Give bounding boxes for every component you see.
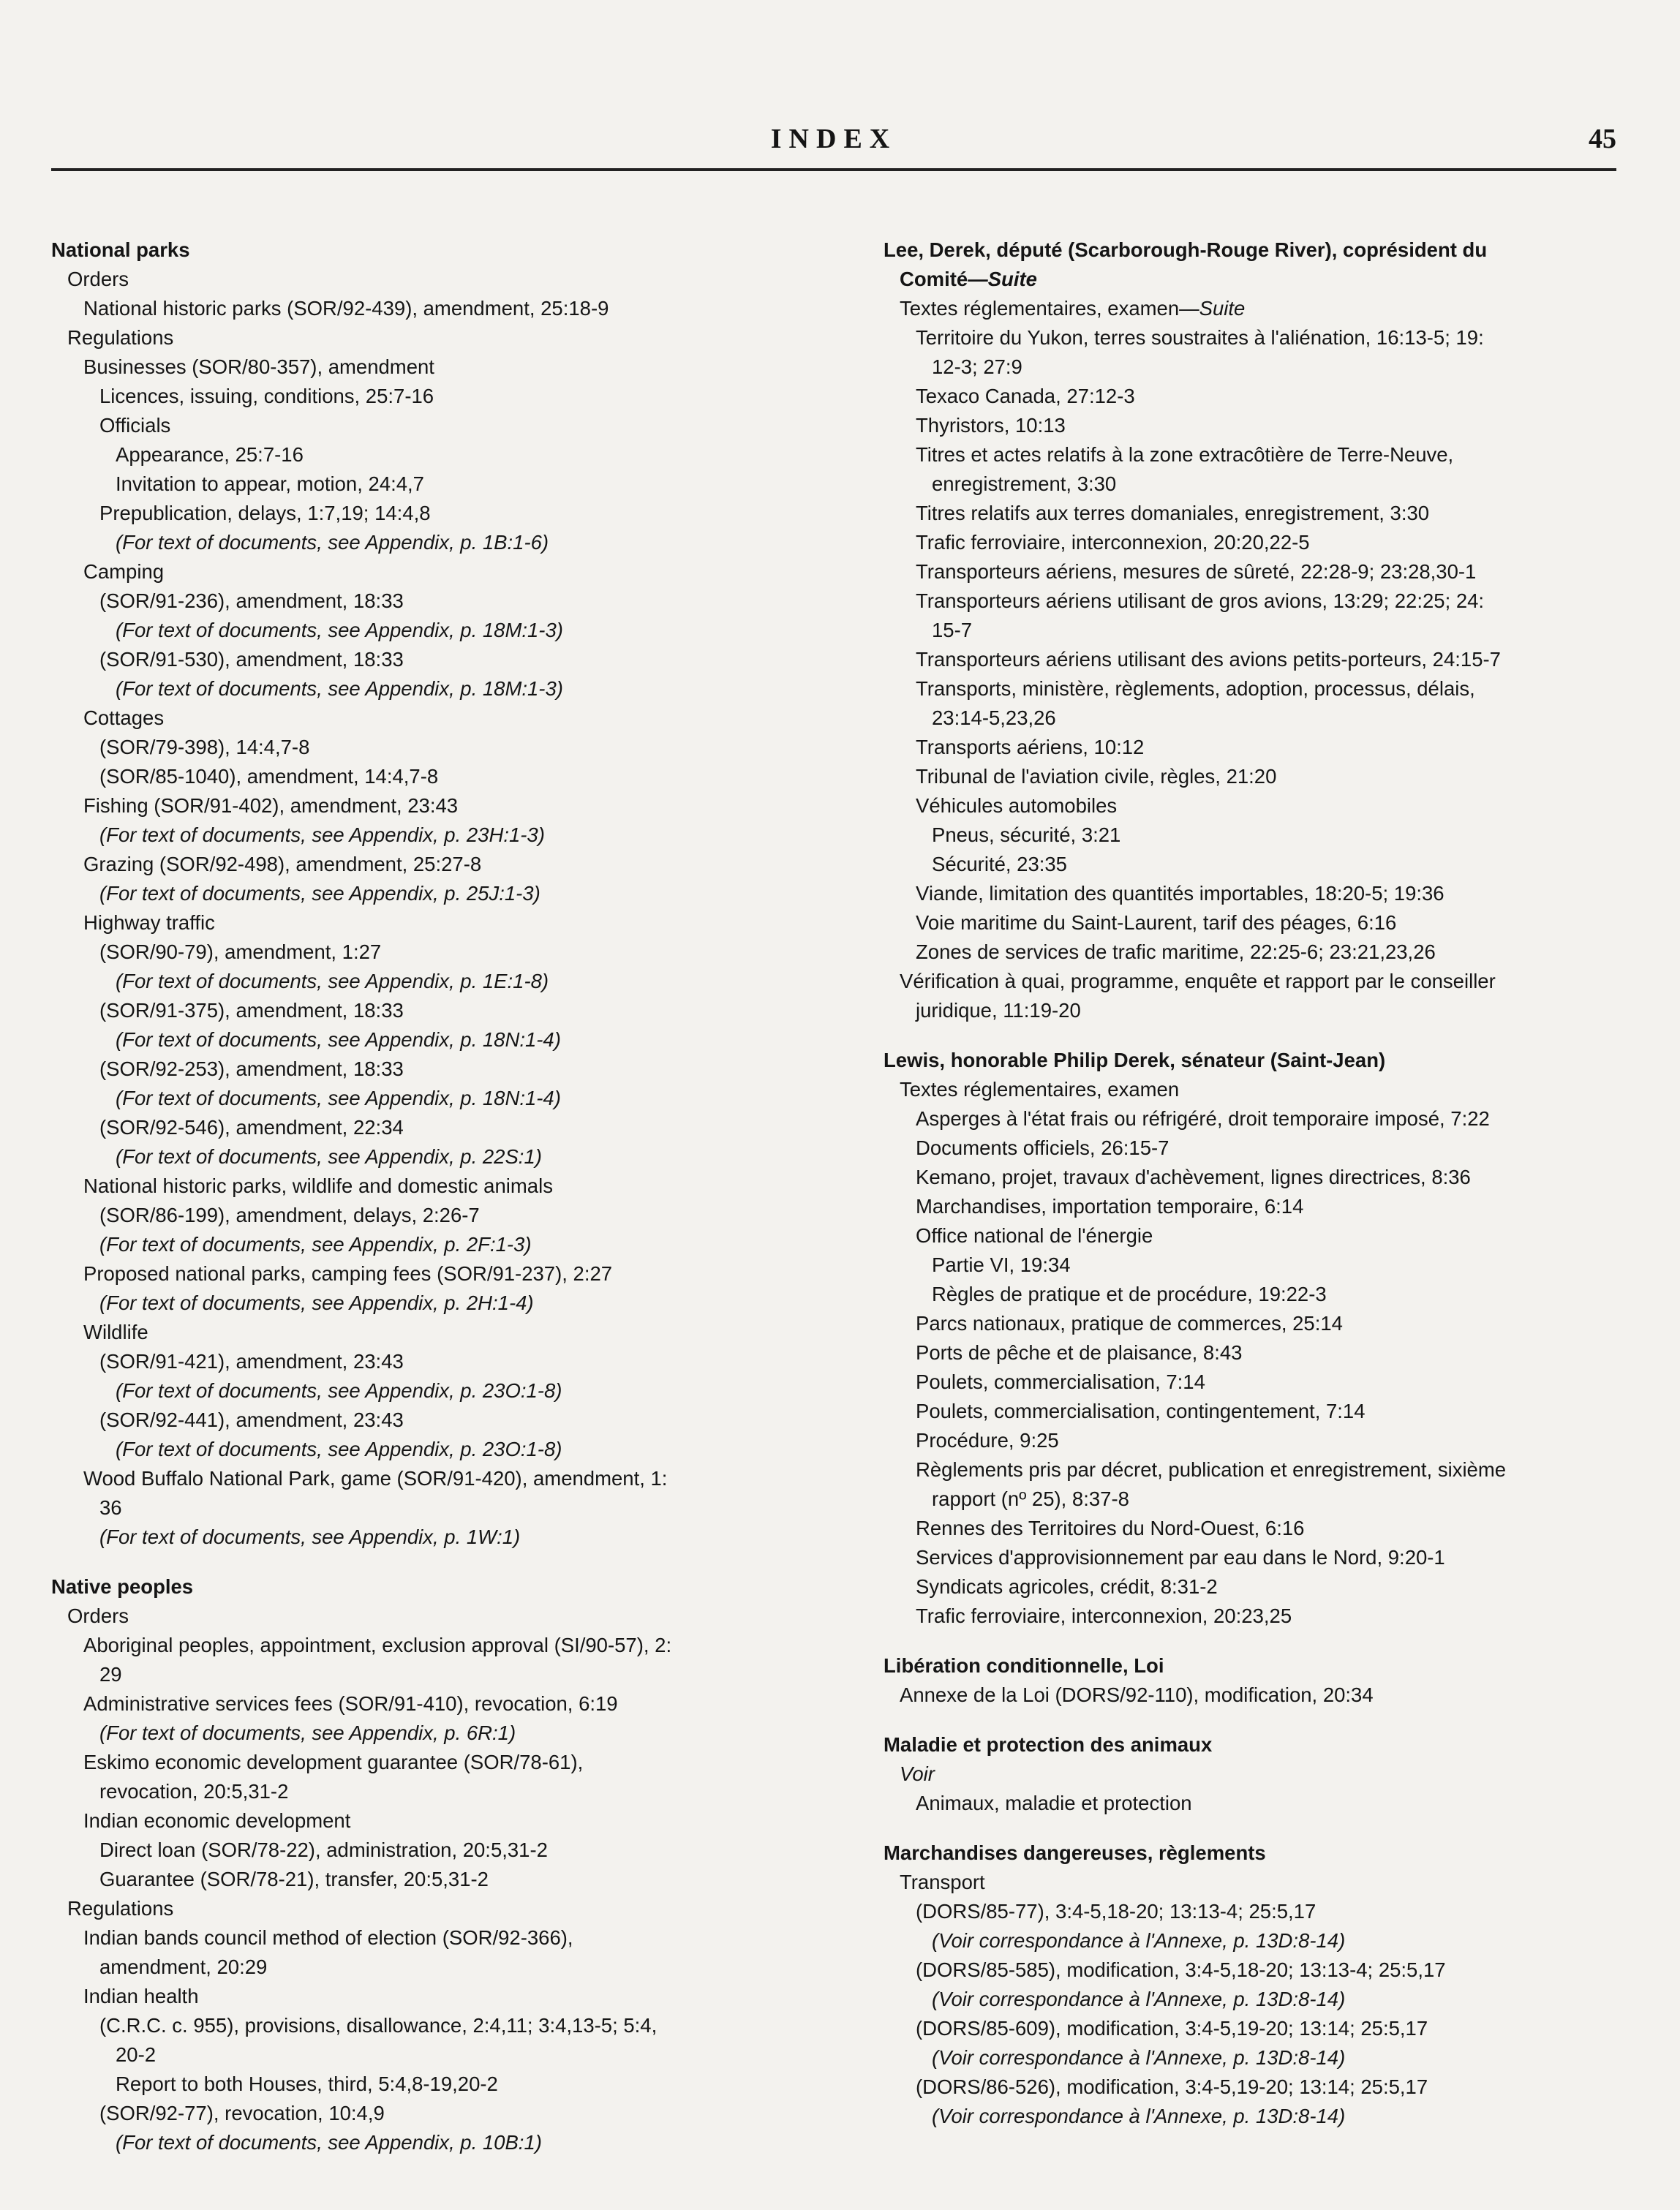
entry-text: revocation, 20:5,31-2 xyxy=(99,1780,289,1803)
entry-text: (For text of documents, see Appendix, p. 18N:1-4) xyxy=(116,1028,561,1051)
entry-text: Ports de pêche et de plaisance, 8:43 xyxy=(916,1341,1243,1364)
index-entry xyxy=(51,352,812,382)
index-heading xyxy=(884,265,1644,294)
entry-text: (Voir correspondance à l'Annexe, p. 13D:8-14) xyxy=(932,2105,1346,2127)
index-entry xyxy=(51,1464,812,1493)
index-entry xyxy=(51,1660,812,1689)
entry-text: Véhicules automobiles xyxy=(916,794,1118,817)
entry-text: Partie VI, 19:34 xyxy=(932,1253,1071,1276)
entry-suffix: Suite xyxy=(987,268,1037,290)
index-entry xyxy=(884,996,1644,1025)
entry-text: Prepublication, delays, 1:7,19; 14:4,8 xyxy=(99,502,431,524)
index-entry xyxy=(51,1113,812,1142)
index-entry xyxy=(51,1259,812,1289)
index-entry xyxy=(51,1777,812,1806)
page-header xyxy=(51,110,1616,171)
entry-text: Titres et actes relatifs à la zone extracôtière de Terre-Neuve, xyxy=(916,443,1454,466)
index-entry xyxy=(884,1572,1644,1602)
entry-text: Camping xyxy=(83,560,165,583)
entry-text: Indian health xyxy=(83,1985,199,2007)
entry-text: Invitation to appear, motion, 24:4,7 xyxy=(116,472,424,495)
index-entry xyxy=(884,879,1644,908)
entry-text: Comité— xyxy=(900,268,988,290)
entry-text: National historic parks, wildlife and domestic animals xyxy=(83,1174,553,1197)
entry-text: Administrative services fees (SOR/91-410), revocation, 6:19 xyxy=(83,1692,618,1715)
index-heading xyxy=(884,1651,1644,1681)
entry-text: (SOR/91-421), amendment, 23:43 xyxy=(99,1350,404,1373)
entry-text: (SOR/90-79), amendment, 1:27 xyxy=(99,940,382,963)
entry-suffix: Suite xyxy=(1199,297,1246,320)
index-entry xyxy=(51,2128,812,2157)
entry-text: Syndicats agricoles, crédit, 8:31-2 xyxy=(916,1575,1218,1598)
index-entry xyxy=(884,557,1644,587)
index-entry xyxy=(884,704,1644,733)
entry-text: Indian economic development xyxy=(83,1809,351,1832)
index-entry xyxy=(51,1025,812,1055)
entry-text: (For text of documents, see Appendix, p. 23O:1-8) xyxy=(116,1438,562,1460)
index-entry xyxy=(884,1926,1644,1956)
entry-text: Proposed national parks, camping fees (SOR/91-237), 2:27 xyxy=(83,1262,613,1285)
index-entry xyxy=(884,762,1644,791)
entry-text: Lee, Derek, député (Scarborough-Rouge River), coprésident du xyxy=(884,238,1488,261)
entry-text: Procédure, 9:25 xyxy=(916,1429,1059,1452)
entry-text: 36 xyxy=(99,1496,122,1519)
index-entry xyxy=(884,967,1644,996)
entry-text: Territoire du Yukon, terres soustraites à l'aliénation, 16:13-5; 19: xyxy=(916,326,1484,349)
entry-text: (SOR/92-546), amendment, 22:34 xyxy=(99,1116,404,1139)
entry-text: (For text of documents, see Appendix, p. 25J:1-3) xyxy=(99,882,540,905)
index-entry xyxy=(51,1689,812,1719)
index-entry xyxy=(51,1406,812,1435)
index-entry xyxy=(51,616,812,645)
index-heading xyxy=(884,1838,1644,1868)
index-entry xyxy=(51,996,812,1025)
index-entry xyxy=(51,323,812,352)
index-entry xyxy=(51,1142,812,1172)
index-entry xyxy=(51,850,812,879)
entry-text: Poulets, commercialisation, 7:14 xyxy=(916,1370,1205,1393)
index-entry xyxy=(51,1982,812,2011)
index-entry xyxy=(884,1681,1644,1710)
entry-text: Fishing (SOR/91-402), amendment, 23:43 xyxy=(83,794,459,817)
index-entry xyxy=(884,1514,1644,1543)
index-entry xyxy=(884,1309,1644,1338)
index-entry xyxy=(51,440,812,469)
index-entry xyxy=(884,1104,1644,1134)
index-entry xyxy=(884,528,1644,557)
entry-spacer xyxy=(884,1818,1644,1838)
entry-text: 29 xyxy=(99,1663,122,1686)
entry-text: (SOR/91-375), amendment, 18:33 xyxy=(99,999,404,1022)
entry-text: Animaux, maladie et protection xyxy=(916,1792,1192,1814)
index-entry xyxy=(51,733,812,762)
entry-text: (For text of documents, see Appendix, p. 1W:1) xyxy=(99,1525,521,1548)
entry-text: Aboriginal peoples, appointment, exclusion approval (SI/90-57), 2: xyxy=(83,1634,672,1656)
entry-text: (SOR/91-236), amendment, 18:33 xyxy=(99,589,404,612)
index-entry xyxy=(51,938,812,967)
index-column-right xyxy=(884,235,1644,2131)
entry-text: Native peoples xyxy=(51,1575,194,1598)
entry-text: Thyristors, 10:13 xyxy=(916,414,1066,437)
index-entry xyxy=(51,265,812,294)
index-heading xyxy=(884,235,1644,265)
entry-text: Sécurité, 23:35 xyxy=(932,853,1067,875)
index-entry xyxy=(51,1084,812,1113)
entry-text: 23:14-5,23,26 xyxy=(932,706,1056,729)
entry-text: (Voir correspondance à l'Annexe, p. 13D:8-14) xyxy=(932,2046,1346,2069)
index-entry xyxy=(884,587,1644,616)
index-entry xyxy=(51,557,812,587)
index-entry xyxy=(884,440,1644,469)
entry-text: (For text of documents, see Appendix, p. 18N:1-4) xyxy=(116,1087,561,1109)
entry-text: (For text of documents, see Appendix, p. 18M:1-3) xyxy=(116,677,563,700)
index-entry xyxy=(884,1163,1644,1192)
entry-text: (Voir correspondance à l'Annexe, p. 13D:8-14) xyxy=(932,1988,1346,2010)
entry-text: Appearance, 25:7-16 xyxy=(116,443,304,466)
entry-text: (C.R.C. c. 955), provisions, disallowance, 2:4,11; 3:4,13-5; 5:4, xyxy=(99,2014,658,2037)
index-entry xyxy=(884,1368,1644,1397)
entry-text: Annexe de la Loi (DORS/92-110), modification, 20:34 xyxy=(900,1683,1374,1706)
entry-text: Règles de pratique et de procédure, 19:22-3 xyxy=(932,1283,1327,1305)
entry-text: Wood Buffalo National Park, game (SOR/91-420), amendment, 1: xyxy=(83,1467,668,1490)
entry-text: (DORS/86-526), modification, 3:4-5,19-20; 13:14; 25:5,17 xyxy=(916,2075,1428,2098)
entry-spacer xyxy=(884,1631,1644,1651)
index-entry xyxy=(51,1055,812,1084)
entry-text: Zones de services de trafic maritime, 22:25-6; 23:21,23,26 xyxy=(916,940,1436,963)
index-entry xyxy=(51,1923,812,1953)
entry-text: Parcs nationaux, pratique de commerces, 25:14 xyxy=(916,1312,1343,1335)
entry-text: Regulations xyxy=(67,1897,174,1920)
entry-text: (SOR/92-253), amendment, 18:33 xyxy=(99,1057,404,1080)
index-entry xyxy=(884,791,1644,821)
index-entry xyxy=(884,908,1644,938)
index-entry xyxy=(51,2011,812,2040)
entry-text: Regulations xyxy=(67,326,174,349)
entry-text: Transport xyxy=(900,1871,985,1893)
entry-text: Guarantee (SOR/78-21), transfer, 20:5,31-2 xyxy=(99,1868,489,1890)
index-entry xyxy=(51,1953,812,1982)
index-entry xyxy=(884,1789,1644,1818)
index-entry xyxy=(51,1894,812,1923)
entry-text: National historic parks (SOR/92-439), amendment, 25:18-9 xyxy=(83,297,609,320)
entry-text: (SOR/86-199), amendment, delays, 2:26-7 xyxy=(99,1204,480,1226)
index-entry xyxy=(884,2014,1644,2043)
entry-text: (DORS/85-585), modification, 3:4-5,18-20; 13:13-4; 25:5,17 xyxy=(916,1958,1446,1981)
index-entry xyxy=(884,294,1644,323)
entry-text: Orders xyxy=(67,268,129,290)
index-entry xyxy=(51,967,812,996)
index-entry xyxy=(884,1192,1644,1221)
index-entry xyxy=(884,850,1644,879)
index-entry xyxy=(51,1865,812,1894)
index-entry xyxy=(884,1426,1644,1455)
entry-text: Grazing (SOR/92-498), amendment, 25:27-8 xyxy=(83,853,482,875)
index-entry xyxy=(884,1602,1644,1631)
entry-text: Textes réglementaires, examen— xyxy=(900,297,1199,320)
entry-text: (DORS/85-77), 3:4-5,18-20; 13:13-4; 25:5,17 xyxy=(916,1900,1316,1923)
index-entry xyxy=(884,733,1644,762)
entry-text: Officials xyxy=(99,414,171,437)
index-entry xyxy=(884,645,1644,674)
entry-text: Wildlife xyxy=(83,1321,148,1343)
index-entry xyxy=(51,1435,812,1464)
index-entry xyxy=(51,1289,812,1318)
entry-text: Trafic ferroviaire, interconnexion, 20:20,22-5 xyxy=(916,531,1310,554)
entry-text: Libération conditionnelle, Loi xyxy=(884,1654,1164,1677)
index-entry xyxy=(884,1868,1644,1897)
entry-text: Lewis, honorable Philip Derek, sénateur (Saint-Jean) xyxy=(884,1049,1386,1071)
index-entry xyxy=(884,323,1644,352)
entry-text: Direct loan (SOR/78-22), administration, 20:5,31-2 xyxy=(99,1838,548,1861)
entry-text: Documents officiels, 26:15-7 xyxy=(916,1136,1169,1159)
index-entry xyxy=(51,2040,812,2070)
index-entry xyxy=(51,645,812,674)
index-entry xyxy=(51,2099,812,2128)
entry-text: Texaco Canada, 27:12-3 xyxy=(916,385,1135,407)
entry-text: 20-2 xyxy=(116,2043,157,2066)
index-entry xyxy=(51,1376,812,1406)
index-entry xyxy=(884,352,1644,382)
index-entry xyxy=(884,411,1644,440)
index-entry xyxy=(884,1397,1644,1426)
index-entry xyxy=(51,1318,812,1347)
entry-text: Transporteurs aériens utilisant de gros avions, 13:29; 22:25; 24: xyxy=(916,589,1485,612)
entry-text: Marchandises dangereuses, règlements xyxy=(884,1841,1266,1864)
index-entry xyxy=(51,1602,812,1631)
entry-text: Marchandises, importation temporaire, 6:14 xyxy=(916,1195,1304,1218)
index-entry xyxy=(884,1134,1644,1163)
index-entry xyxy=(51,411,812,440)
entry-text: Viande, limitation des quantités importables, 18:20-5; 19:36 xyxy=(916,882,1444,905)
index-entry xyxy=(51,1201,812,1230)
entry-text: Trafic ferroviaire, interconnexion, 20:23,25 xyxy=(916,1604,1292,1627)
entry-text: Transports, ministère, règlements, adoption, processus, délais, xyxy=(916,677,1475,700)
entry-text: Eskimo economic development guarantee (SOR/78-61), xyxy=(83,1751,584,1773)
index-entry xyxy=(51,821,812,850)
entry-text: (SOR/85-1040), amendment, 14:4,7-8 xyxy=(99,765,439,788)
index-entry xyxy=(51,1631,812,1660)
entry-text: (Voir correspondance à l'Annexe, p. 13D:8-14) xyxy=(932,1929,1346,1952)
entry-spacer xyxy=(51,1552,812,1572)
index-heading xyxy=(51,235,812,265)
entry-text: Services d'approvisionnement par eau dans le Nord, 9:20-1 xyxy=(916,1546,1445,1569)
index-entry xyxy=(884,1455,1644,1485)
index-entry xyxy=(51,587,812,616)
index-entry xyxy=(884,1251,1644,1280)
entry-text: Report to both Houses, third, 5:4,8-19,20-2 xyxy=(116,2073,498,2095)
entry-spacer xyxy=(884,1025,1644,1046)
index-heading xyxy=(51,1572,812,1602)
entry-text: Poulets, commercialisation, contingentement, 7:14 xyxy=(916,1400,1366,1422)
entry-text: (For text of documents, see Appendix, p. 1E:1-8) xyxy=(116,970,549,992)
index-entry xyxy=(884,2073,1644,2102)
entry-text: juridique, 11:19-20 xyxy=(916,999,1081,1022)
index-entry xyxy=(51,762,812,791)
index-entry xyxy=(884,469,1644,499)
index-entry xyxy=(51,499,812,528)
entry-text: 12-3; 27:9 xyxy=(932,355,1022,378)
index-entry xyxy=(884,1075,1644,1104)
entry-spacer xyxy=(884,1710,1644,1730)
entry-text: Transports aériens, 10:12 xyxy=(916,736,1145,758)
index-entry xyxy=(51,1719,812,1748)
index-heading xyxy=(884,1046,1644,1075)
index-heading xyxy=(884,1730,1644,1760)
index-entry xyxy=(51,879,812,908)
entry-text: Indian bands council method of election (SOR/92-366), xyxy=(83,1926,573,1949)
index-entry xyxy=(51,1347,812,1376)
entry-text: (For text of documents, see Appendix, p. 2H:1-4) xyxy=(99,1291,534,1314)
entry-text: (For text of documents, see Appendix, p. 1B:1-6) xyxy=(116,531,549,554)
index-entry xyxy=(51,469,812,499)
entry-text: enregistrement, 3:30 xyxy=(932,472,1117,495)
entry-text: (SOR/92-441), amendment, 23:43 xyxy=(99,1408,404,1431)
index-entry xyxy=(51,704,812,733)
index-entry xyxy=(51,1836,812,1865)
entry-text: Orders xyxy=(67,1604,129,1627)
entry-text: Maladie et protection des animaux xyxy=(884,1733,1213,1756)
index-entry xyxy=(51,1230,812,1259)
entry-text: National parks xyxy=(51,238,190,261)
index-entry xyxy=(51,1748,812,1777)
entry-text: Asperges à l'état frais ou réfrigéré, droit temporaire imposé, 7:22 xyxy=(916,1107,1490,1130)
entry-text: Transporteurs aériens utilisant des avions petits-porteurs, 24:15-7 xyxy=(916,648,1501,671)
entry-text: (SOR/91-530), amendment, 18:33 xyxy=(99,648,404,671)
entry-text: (SOR/79-398), 14:4,7-8 xyxy=(99,736,310,758)
entry-text: amendment, 20:29 xyxy=(99,1956,268,1978)
page-number: 45 xyxy=(1589,124,1616,154)
entry-text: Cottages xyxy=(83,706,165,729)
index-entry xyxy=(884,382,1644,411)
index-column-left xyxy=(51,235,812,2157)
page-title: INDEX xyxy=(770,124,897,154)
entry-text: Licences, issuing, conditions, 25:7-16 xyxy=(99,385,434,407)
index-entry xyxy=(884,616,1644,645)
entry-text: Pneus, sécurité, 3:21 xyxy=(932,823,1121,846)
index-entry xyxy=(51,908,812,938)
entry-text: Tribunal de l'aviation civile, règles, 21:20 xyxy=(916,765,1277,788)
entry-text: Règlements pris par décret, publication et enregistrement, sixième xyxy=(916,1458,1507,1481)
index-entry xyxy=(884,1897,1644,1926)
entry-text: (For text of documents, see Appendix, p. 18M:1-3) xyxy=(116,619,563,641)
entry-text: Highway traffic xyxy=(83,911,215,934)
index-entry xyxy=(884,1485,1644,1514)
entry-text: (For text of documents, see Appendix, p. 23H:1-3) xyxy=(99,823,545,846)
entry-text: rapport (nº 25), 8:37-8 xyxy=(932,1487,1129,1510)
entry-text: (For text of documents, see Appendix, p. 10B:1) xyxy=(116,2131,542,2154)
entry-text: Kemano, projet, travaux d'achèvement, lignes directrices, 8:36 xyxy=(916,1166,1471,1188)
entry-text: Rennes des Territoires du Nord-Ouest, 6:16 xyxy=(916,1517,1305,1539)
entry-text: (SOR/92-77), revocation, 10:4,9 xyxy=(99,2102,385,2124)
index-entry xyxy=(884,1280,1644,1309)
index-entry xyxy=(884,674,1644,704)
entry-text: Office national de l'énergie xyxy=(916,1224,1153,1247)
entry-text: Voir xyxy=(900,1762,935,1785)
index-entry xyxy=(884,2043,1644,2073)
index-entry xyxy=(884,499,1644,528)
index-entry xyxy=(51,674,812,704)
index-entry xyxy=(51,791,812,821)
entry-text: Businesses (SOR/80-357), amendment xyxy=(83,355,434,378)
entry-text: Voie maritime du Saint-Laurent, tarif des péages, 6:16 xyxy=(916,911,1397,934)
index-entry xyxy=(884,1956,1644,1985)
index-entry xyxy=(884,1985,1644,2014)
entry-text: Textes réglementaires, examen xyxy=(900,1078,1180,1101)
entry-text: (For text of documents, see Appendix, p. 23O:1-8) xyxy=(116,1379,562,1402)
index-entry xyxy=(51,1523,812,1552)
entry-text: (For text of documents, see Appendix, p. 6R:1) xyxy=(99,1721,516,1744)
index-entry xyxy=(51,1806,812,1836)
index-entry xyxy=(51,294,812,323)
index-entry xyxy=(884,1760,1644,1789)
index-entry xyxy=(51,382,812,411)
entry-text: (DORS/85-609), modification, 3:4-5,19-20; 13:14; 25:5,17 xyxy=(916,2017,1428,2040)
entry-text: Transporteurs aériens, mesures de sûreté, 22:28-9; 23:28,30-1 xyxy=(916,560,1477,583)
entry-text: (For text of documents, see Appendix, p. 2F:1-3) xyxy=(99,1233,532,1256)
index-entry xyxy=(884,1338,1644,1368)
index-entry xyxy=(884,1543,1644,1572)
index-entry xyxy=(51,2070,812,2099)
entry-text: 15-7 xyxy=(932,619,973,641)
index-entry xyxy=(51,1493,812,1523)
entry-text: (For text of documents, see Appendix, p. 22S:1) xyxy=(116,1145,542,1168)
entry-text: Vérification à quai, programme, enquête et rapport par le conseiller xyxy=(900,970,1496,992)
index-entry xyxy=(884,2102,1644,2131)
index-entry xyxy=(884,1221,1644,1251)
index-entry xyxy=(51,528,812,557)
index-entry xyxy=(884,938,1644,967)
entry-text: Titres relatifs aux terres domaniales, enregistrement, 3:30 xyxy=(916,502,1430,524)
index-entry xyxy=(51,1172,812,1201)
index-entry xyxy=(884,821,1644,850)
